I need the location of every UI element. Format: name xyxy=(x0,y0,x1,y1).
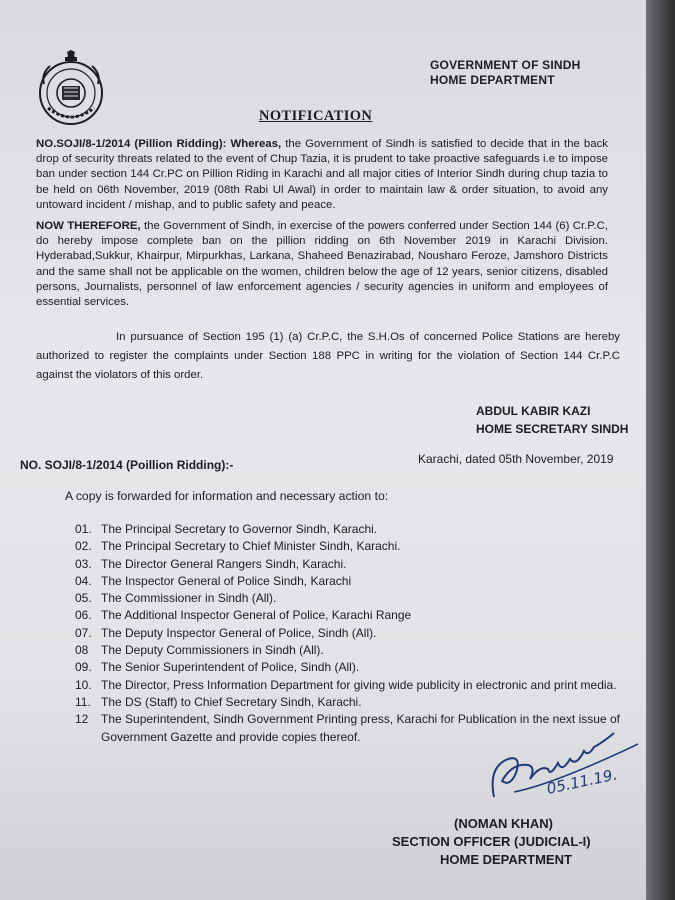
list-item xyxy=(75,521,645,538)
section-officer-designation: SECTION OFFICER (JUDICIAL-I) xyxy=(392,834,591,849)
recipients-list xyxy=(75,521,645,746)
list-item-text: The Deputy Commissioners in Sindh (All). xyxy=(101,643,324,658)
list-item xyxy=(75,538,645,555)
list-item xyxy=(75,573,645,590)
paragraph-whereas xyxy=(36,137,608,213)
list-item-text: The Commissioner in Sindh (All). xyxy=(101,591,277,606)
now-therefore-lead: NOW THEREFORE, xyxy=(36,220,141,232)
list-item xyxy=(75,625,645,642)
list-item-number: 05. xyxy=(75,591,92,606)
list-item-text: The Senior Superintendent of Police, Sindh (All). xyxy=(101,660,360,675)
section-officer-department: HOME DEPARTMENT xyxy=(440,852,572,867)
list-item xyxy=(75,556,645,573)
list-item-number: 07. xyxy=(75,625,92,640)
list-item xyxy=(75,694,645,711)
list-item xyxy=(75,642,645,659)
sindh-government-seal-icon xyxy=(34,48,108,126)
list-item-number: 06. xyxy=(75,608,92,623)
list-item-number: 10. xyxy=(75,677,92,692)
page-title: NOTIFICATION xyxy=(259,108,373,124)
list-item-number: 04. xyxy=(75,573,92,588)
now-therefore-text: the Government of Sindh, in exercise of the powers conferred under Section 144 (6) Cr.P.C, do hereby impose complete ban on the pillion ridding on 6th November 2019 in Karachi Division. Hyderabad,Sukkur, Khairpur, Mirpurkhas, Larkana, Shaheed Benazirabad, Nousharo Feroze, Jamshoro Districts and the same shall not be applicable on the women, children below the age of 12 years, senior citizens, disabled persons, Journalists, personnel of law enforcement agencies / security agencies in uniform and employees of essential services. xyxy=(36,220,608,309)
paragraph-now-therefore xyxy=(36,219,608,310)
list-item-number: 09. xyxy=(75,660,92,675)
notification-ref: NO.SOJI/8-1/2014 (Pillion Ridding): xyxy=(36,138,227,150)
list-item-text: The Superintendent, Sindh Government Printing press, Karachi for Publication in the next issue of Government Gazette and provide copies thereof. xyxy=(101,712,620,744)
signatory-designation: HOME SECRETARY SINDH xyxy=(476,422,629,436)
list-item xyxy=(75,677,645,694)
list-item-number: 12 xyxy=(75,712,89,727)
list-item xyxy=(75,659,645,676)
list-item-text: The Director, Press Information Department for giving wide publicity in electronic and print media. xyxy=(101,677,617,692)
list-item xyxy=(75,590,645,607)
list-item-text: The Deputy Inspector General of Police, Sindh (All). xyxy=(101,625,377,640)
government-header xyxy=(430,58,580,88)
list-item-text: The Principal Secretary to Chief Minister Sindh, Karachi. xyxy=(101,539,401,554)
handwritten-date: 05.11.19. xyxy=(545,765,619,798)
whereas-text: the Government of Sindh is satisfied to decide that in the back drop of security threats related to the event of Chup Tazia, it is prudent to take proactive safeguards i.e to impose ban under section 144 Cr.PC on Pillion Riding in Karachi and all major cities of Interior Sindh during chup tazia to be held on 06th November, 2019 (08th Rabi Ul Awal) in order to maintain law & order situation, to avoid any untoward incident / mishap, and to public safety and peace. xyxy=(36,138,608,211)
list-item-number: 11. xyxy=(75,694,91,709)
list-item-text: The Principal Secretary to Governor Sindh, Karachi. xyxy=(101,522,378,536)
list-item-text: The Inspector General of Police Sindh, Karachi xyxy=(101,573,352,588)
list-item-number: 03. xyxy=(75,556,92,571)
forward-text: A copy is forwarded for information and necessary action to: xyxy=(65,489,389,503)
list-item-number: 02. xyxy=(75,539,92,554)
department-name: HOME DEPARTMENT xyxy=(430,73,555,87)
signatory-home-secretary xyxy=(476,402,628,438)
list-item-text: The DS (Staff) to Chief Secretary Sindh, Karachi. xyxy=(101,694,362,709)
government-name: GOVERNMENT OF SINDH xyxy=(430,58,581,72)
handwritten-signature-icon xyxy=(484,722,644,812)
list-item xyxy=(75,607,645,624)
signatory-name: ABDUL KABIR KAZI xyxy=(476,404,591,418)
paragraph-pursuance: In pursuance of Section 195 (1) (a) Cr.P.C, the S.H.Os of concerned Police Stations are hereby authorized to register the complaints under Section 188 PPC in writing for the violation of Section 144 Cr.P.C against the violators of this order. xyxy=(36,331,620,381)
list-item-text: The Director General Rangers Sindh, Karachi. xyxy=(101,556,347,571)
background-edge xyxy=(646,0,675,900)
section-officer-name: (NOMAN KHAN) xyxy=(454,816,553,831)
dated-line: Karachi, dated 05th November, 2019 xyxy=(418,452,614,466)
reference-number: NO. SOJI/8-1/2014 (Poillion Ridding):- xyxy=(20,458,234,472)
signatory-section-officer xyxy=(392,815,591,869)
list-item-text: The Additional Inspector General of Police, Karachi Range xyxy=(101,608,412,623)
list-item-number: 01. xyxy=(75,522,92,536)
whereas-lead: Whereas, xyxy=(230,138,282,150)
list-item-number: 08 xyxy=(75,643,89,658)
